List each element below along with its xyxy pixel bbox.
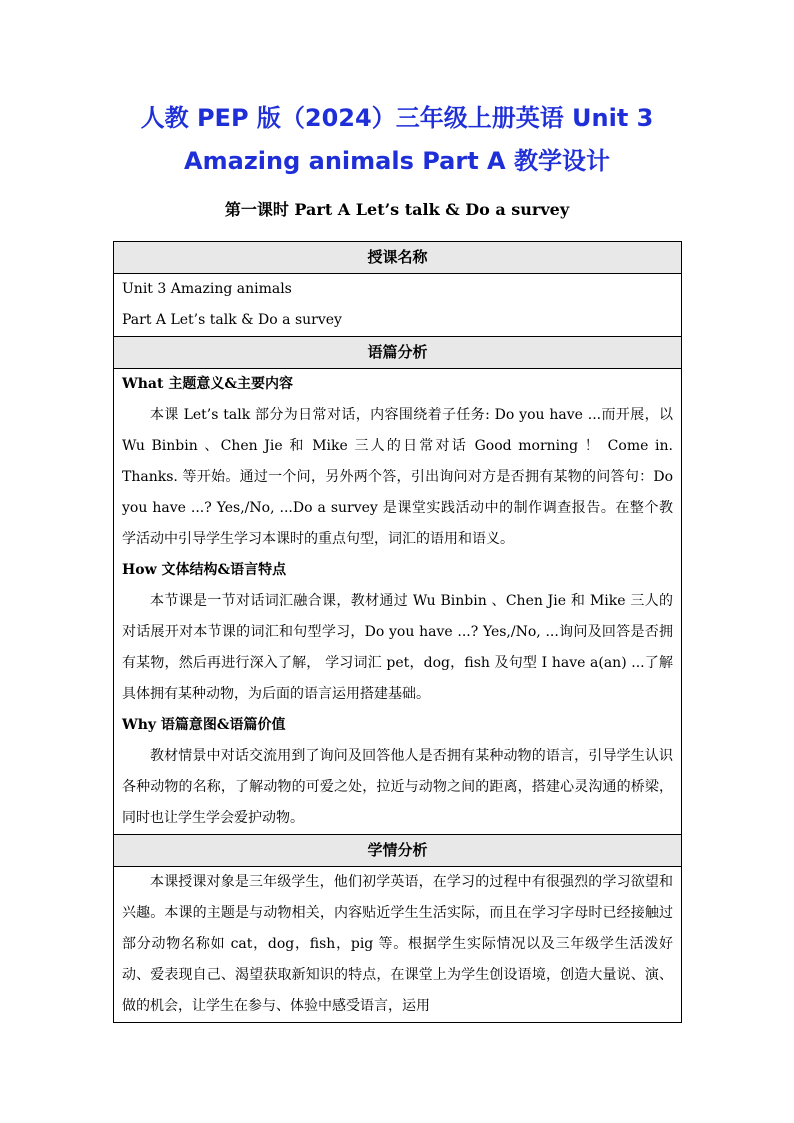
text-analysis-cell <box>114 369 682 835</box>
learner-analysis-header: 学情分析 <box>114 835 682 867</box>
what-paragraph: 本课 Let’s talk 部分为日常对话，内容围绕着子任务: Do you have ...而开展，以 Wu Binbin 、Chen Jie 和 Mike 三人的日常对话 Good morning ！ Come in. Thanks. 等开始。通过一个问，另外两个答，引出询问对方是否拥有某物的问答句：Do you have ...? Yes,/No, ...Do a survey 是课堂实践活动中的制作调查报告。在整个教学活动中引导学生学习本课时的重点句型，词汇的语用和语义。 <box>122 407 673 547</box>
course-name-cell <box>114 274 682 337</box>
document-title-line-2: Amazing animals Part A 教学设计 <box>184 147 610 175</box>
course-part-line: Part A Let’s talk & Do a survey <box>122 312 342 328</box>
lesson-plan-table <box>113 241 682 1023</box>
learner-analysis-cell <box>114 867 682 1023</box>
text-analysis-header: 语篇分析 <box>114 337 682 369</box>
lesson-subtitle: 第一课时 Part A Let’s talk & Do a survey <box>224 200 570 219</box>
learner-analysis-paragraph: 本课授课对象是三年级学生，他们初学英语，在学习的过程中有很强烈的学习欲望和兴趣。本课的主题是与动物相关，内容贴近学生生活实际，而且在学习字母时已经接触过部分动物名称如 cat，dog，fish，pig 等。根据学生实际情况以及三年级学生活泼好动、爱表现自己、渴望获取新知识的特点，在课堂上为学生创设语境，创造大量说、演、做的机会，让学生在参与、体验中感受语言，运用 <box>122 874 673 1014</box>
why-heading: Why 语篇意图&语篇价值 <box>122 717 286 733</box>
course-name-header: 授课名称 <box>114 242 682 274</box>
course-unit-line: Unit 3 Amazing animals <box>122 281 292 297</box>
how-paragraph: 本节课是一节对话词汇融合课，教材通过 Wu Binbin 、Chen Jie 和 Mike 三人的对话展开对本节课的词汇和句型学习，Do you have ...? Yes,/No, ...询问及回答是否拥有某物，然后再进行深入了解， 学习词汇 pet，dog，fish 及句型 I have a(an) ...了解具体拥有某种动物，为后面的语言运用搭建基础。 <box>122 593 673 702</box>
how-heading: How 文体结构&语言特点 <box>122 562 287 578</box>
why-paragraph: 教材情景中对话交流用到了询问及回答他人是否拥有某种动物的语言，引导学生认识各种动物的名称，了解动物的可爱之处，拉近与动物之间的距离，搭建心灵沟通的桥梁，同时也让学生学会爱护动物。 <box>122 748 673 826</box>
what-heading: What 主题意义&主要内容 <box>122 376 293 392</box>
document-title-line-1: 人教 PEP 版（2024）三年级上册英语 Unit 3 <box>140 104 654 132</box>
